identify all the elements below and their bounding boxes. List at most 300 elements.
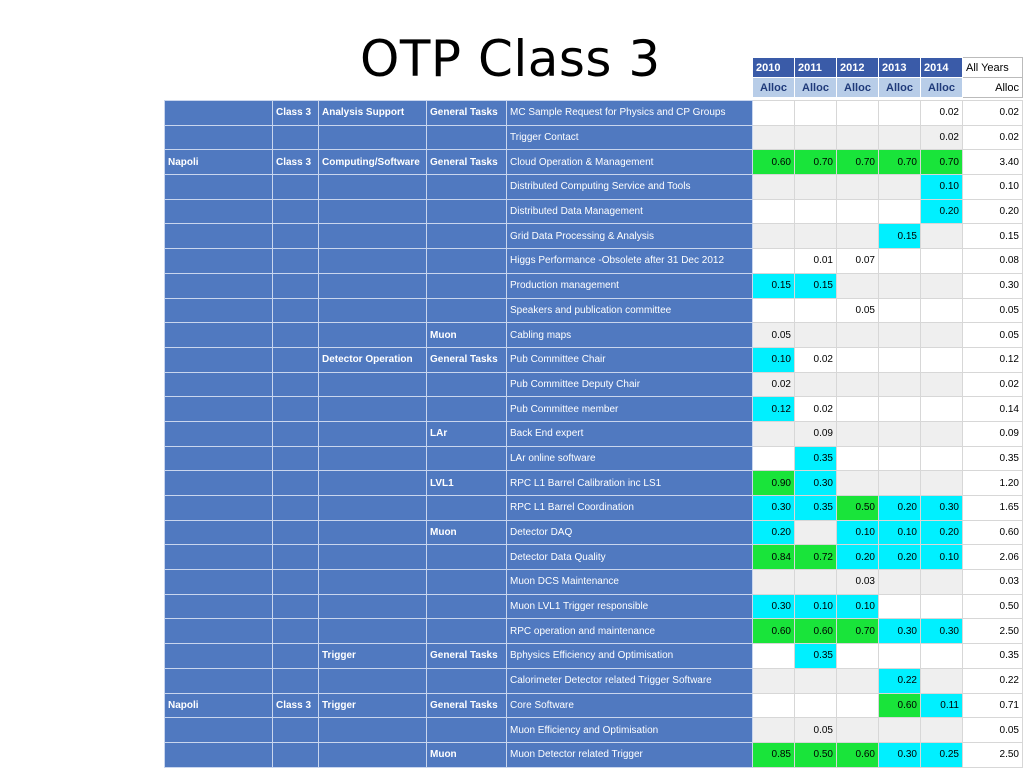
alloc-value-2010 (753, 101, 795, 126)
alloc-value-2014 (921, 397, 963, 422)
class-cell (273, 594, 319, 619)
year-2014: 2014 (921, 58, 963, 78)
year-2010: 2010 (753, 58, 795, 78)
alloc-value-2012 (837, 199, 879, 224)
alloc-value-2011 (795, 372, 837, 397)
alloc-value-2012 (837, 471, 879, 496)
activity-cell: Computing/Software (319, 150, 427, 175)
alloc-value-2012: 0.20 (837, 545, 879, 570)
alloc-total: 0.08 (963, 249, 1023, 274)
all-years-header: All Years (963, 58, 1023, 78)
alloc-value-2011: 0.15 (795, 273, 837, 298)
task-cell: Back End expert (507, 421, 753, 446)
activity-cell (319, 397, 427, 422)
alloc-value-2014 (921, 249, 963, 274)
class-cell (273, 273, 319, 298)
alloc-value-2010 (753, 570, 795, 595)
alloc-value-2014: 0.11 (921, 693, 963, 718)
alloc-value-2012: 0.03 (837, 570, 879, 595)
activity-cell: Detector Operation (319, 347, 427, 372)
class-cell (273, 125, 319, 150)
table-row (165, 199, 1023, 224)
activity-cell: Trigger (319, 644, 427, 669)
group-cell: Muon (427, 520, 507, 545)
alloc-value-2010: 0.60 (753, 619, 795, 644)
group-cell: General Tasks (427, 644, 507, 669)
alloc-value-2013: 0.60 (879, 693, 921, 718)
class-cell (273, 570, 319, 595)
group-cell (427, 372, 507, 397)
alloc-value-2014: 0.02 (921, 101, 963, 126)
alloc-value-2010: 0.20 (753, 520, 795, 545)
table-row (165, 594, 1023, 619)
class-cell (273, 298, 319, 323)
institute-cell (165, 742, 273, 767)
activity-cell (319, 446, 427, 471)
alloc-value-2012 (837, 693, 879, 718)
alloc-total: 0.71 (963, 693, 1023, 718)
table-row (165, 372, 1023, 397)
alloc-value-2012: 0.05 (837, 298, 879, 323)
institute-cell (165, 619, 273, 644)
alloc-total: 0.22 (963, 668, 1023, 693)
institute-cell (165, 323, 273, 348)
alloc-value-2012 (837, 347, 879, 372)
institute-cell (165, 101, 273, 126)
alloc-label: Alloc (795, 78, 837, 98)
task-cell: RPC L1 Barrel Calibration inc LS1 (507, 471, 753, 496)
table-row (165, 742, 1023, 767)
alloc-value-2013 (879, 446, 921, 471)
class-cell (273, 347, 319, 372)
alloc-value-2013 (879, 199, 921, 224)
group-cell: Muon (427, 323, 507, 348)
alloc-value-2014: 0.30 (921, 496, 963, 521)
alloc-value-2014 (921, 471, 963, 496)
allocation-table (164, 100, 1023, 768)
alloc-value-2011 (795, 668, 837, 693)
alloc-total: 0.14 (963, 397, 1023, 422)
year-row (753, 58, 1023, 78)
alloc-value-2014 (921, 446, 963, 471)
table-row (165, 570, 1023, 595)
institute-cell (165, 273, 273, 298)
task-cell: Calorimeter Detector related Trigger Software (507, 668, 753, 693)
alloc-value-2013 (879, 101, 921, 126)
alloc-total: 2.50 (963, 619, 1023, 644)
institute-cell (165, 298, 273, 323)
institute-cell (165, 224, 273, 249)
alloc-total: 0.02 (963, 125, 1023, 150)
group-cell (427, 496, 507, 521)
task-cell: Speakers and publication committee (507, 298, 753, 323)
task-cell: Cabling maps (507, 323, 753, 348)
group-cell (427, 249, 507, 274)
task-cell: MC Sample Request for Physics and CP Groups (507, 101, 753, 126)
alloc-total: 0.02 (963, 372, 1023, 397)
alloc-value-2012 (837, 668, 879, 693)
alloc-value-2013: 0.30 (879, 742, 921, 767)
institute-cell (165, 718, 273, 743)
alloc-value-2012: 0.07 (837, 249, 879, 274)
table-row (165, 397, 1023, 422)
table-row (165, 150, 1023, 175)
alloc-value-2012: 0.60 (837, 742, 879, 767)
alloc-value-2014 (921, 323, 963, 348)
alloc-value-2010 (753, 668, 795, 693)
alloc-value-2013 (879, 372, 921, 397)
class-cell (273, 397, 319, 422)
alloc-value-2011: 0.70 (795, 150, 837, 175)
alloc-value-2012: 0.10 (837, 520, 879, 545)
alloc-value-2013: 0.15 (879, 224, 921, 249)
alloc-label: Alloc (921, 78, 963, 98)
activity-cell (319, 421, 427, 446)
activity-cell (319, 175, 427, 200)
activity-cell (319, 249, 427, 274)
task-cell: Detector DAQ (507, 520, 753, 545)
table-row (165, 421, 1023, 446)
alloc-total-label: Alloc (963, 78, 1023, 98)
table-row (165, 125, 1023, 150)
alloc-value-2014 (921, 668, 963, 693)
alloc-value-2010 (753, 298, 795, 323)
alloc-value-2010 (753, 718, 795, 743)
class-cell (273, 471, 319, 496)
group-cell (427, 199, 507, 224)
alloc-total: 1.65 (963, 496, 1023, 521)
alloc-value-2014: 0.10 (921, 545, 963, 570)
activity-cell (319, 323, 427, 348)
alloc-value-2013 (879, 125, 921, 150)
activity-cell (319, 471, 427, 496)
alloc-value-2010 (753, 644, 795, 669)
alloc-label: Alloc (879, 78, 921, 98)
alloc-value-2014 (921, 372, 963, 397)
alloc-value-2011 (795, 224, 837, 249)
class-cell (273, 496, 319, 521)
alloc-value-2012: 0.70 (837, 150, 879, 175)
year-2011: 2011 (795, 58, 837, 78)
alloc-value-2010: 0.90 (753, 471, 795, 496)
table-row (165, 619, 1023, 644)
table-row (165, 273, 1023, 298)
institute-cell (165, 175, 273, 200)
alloc-value-2011 (795, 520, 837, 545)
alloc-value-2012 (837, 718, 879, 743)
alloc-label: Alloc (753, 78, 795, 98)
alloc-total: 0.20 (963, 199, 1023, 224)
alloc-value-2012 (837, 421, 879, 446)
alloc-value-2014 (921, 273, 963, 298)
alloc-value-2014: 0.30 (921, 619, 963, 644)
alloc-total: 0.05 (963, 718, 1023, 743)
institute-cell (165, 397, 273, 422)
alloc-total: 0.30 (963, 273, 1023, 298)
alloc-total: 0.10 (963, 175, 1023, 200)
alloc-value-2010: 0.30 (753, 496, 795, 521)
institute-cell (165, 496, 273, 521)
alloc-value-2010: 0.10 (753, 347, 795, 372)
alloc-value-2011: 0.05 (795, 718, 837, 743)
institute-cell (165, 249, 273, 274)
group-cell (427, 298, 507, 323)
alloc-value-2013 (879, 175, 921, 200)
alloc-value-2014: 0.70 (921, 150, 963, 175)
alloc-value-2012 (837, 644, 879, 669)
alloc-value-2011: 0.60 (795, 619, 837, 644)
table-body (165, 101, 1023, 768)
alloc-value-2012 (837, 101, 879, 126)
alloc-value-2010: 0.02 (753, 372, 795, 397)
task-cell: RPC L1 Barrel Coordination (507, 496, 753, 521)
alloc-value-2010 (753, 421, 795, 446)
alloc-value-2013 (879, 718, 921, 743)
group-cell (427, 397, 507, 422)
alloc-value-2010: 0.15 (753, 273, 795, 298)
alloc-total: 2.50 (963, 742, 1023, 767)
alloc-value-2013 (879, 323, 921, 348)
alloc-value-2013 (879, 644, 921, 669)
institute-cell (165, 372, 273, 397)
activity-cell (319, 199, 427, 224)
activity-cell: Trigger (319, 693, 427, 718)
institute-cell: Napoli (165, 150, 273, 175)
alloc-value-2012 (837, 372, 879, 397)
class-cell (273, 372, 319, 397)
activity-cell (319, 742, 427, 767)
alloc-value-2010: 0.12 (753, 397, 795, 422)
alloc-value-2013 (879, 421, 921, 446)
alloc-value-2014: 0.25 (921, 742, 963, 767)
alloc-value-2012 (837, 273, 879, 298)
alloc-value-2012 (837, 397, 879, 422)
alloc-value-2011: 0.10 (795, 594, 837, 619)
alloc-value-2014 (921, 298, 963, 323)
institute-cell: Napoli (165, 693, 273, 718)
group-cell: General Tasks (427, 150, 507, 175)
alloc-value-2011: 0.09 (795, 421, 837, 446)
alloc-value-2014: 0.10 (921, 175, 963, 200)
group-cell (427, 594, 507, 619)
activity-cell (319, 545, 427, 570)
alloc-value-2014 (921, 594, 963, 619)
activity-cell (319, 125, 427, 150)
activity-cell (319, 273, 427, 298)
task-cell: Pub Committee Chair (507, 347, 753, 372)
alloc-value-2013 (879, 298, 921, 323)
task-cell: Muon LVL1 Trigger responsible (507, 594, 753, 619)
class-cell (273, 718, 319, 743)
alloc-value-2012: 0.50 (837, 496, 879, 521)
alloc-value-2011: 0.35 (795, 496, 837, 521)
group-cell: General Tasks (427, 101, 507, 126)
alloc-value-2011: 0.50 (795, 742, 837, 767)
year-2013: 2013 (879, 58, 921, 78)
table-row (165, 446, 1023, 471)
alloc-value-2010 (753, 249, 795, 274)
alloc-value-2011 (795, 570, 837, 595)
alloc-value-2013 (879, 397, 921, 422)
class-cell (273, 619, 319, 644)
alloc-value-2012 (837, 446, 879, 471)
task-cell: Pub Committee Deputy Chair (507, 372, 753, 397)
alloc-value-2014: 0.02 (921, 125, 963, 150)
institute-cell (165, 668, 273, 693)
table-row (165, 224, 1023, 249)
institute-cell (165, 446, 273, 471)
group-cell (427, 125, 507, 150)
class-cell (273, 668, 319, 693)
activity-cell (319, 224, 427, 249)
alloc-value-2014 (921, 718, 963, 743)
class-cell (273, 520, 319, 545)
alloc-value-2011: 0.72 (795, 545, 837, 570)
alloc-value-2014 (921, 347, 963, 372)
class-cell (273, 446, 319, 471)
activity-cell (319, 496, 427, 521)
class-cell (273, 249, 319, 274)
task-cell: Higgs Performance -Obsolete after 31 Dec 2012 (507, 249, 753, 274)
alloc-value-2012 (837, 175, 879, 200)
task-cell: Distributed Computing Service and Tools (507, 175, 753, 200)
group-cell: General Tasks (427, 347, 507, 372)
table-row (165, 496, 1023, 521)
alloc-value-2014: 0.20 (921, 199, 963, 224)
alloc-row (753, 78, 1023, 98)
table-row (165, 520, 1023, 545)
alloc-value-2013 (879, 471, 921, 496)
alloc-value-2012 (837, 323, 879, 348)
group-cell: General Tasks (427, 693, 507, 718)
alloc-value-2010: 0.05 (753, 323, 795, 348)
task-cell: LAr online software (507, 446, 753, 471)
table-row (165, 693, 1023, 718)
alloc-value-2010 (753, 224, 795, 249)
table-row (165, 718, 1023, 743)
alloc-total: 0.35 (963, 446, 1023, 471)
alloc-total: 0.05 (963, 323, 1023, 348)
class-cell: Class 3 (273, 150, 319, 175)
alloc-value-2014 (921, 421, 963, 446)
alloc-value-2011 (795, 693, 837, 718)
alloc-total: 0.15 (963, 224, 1023, 249)
alloc-value-2013: 0.20 (879, 496, 921, 521)
institute-cell (165, 520, 273, 545)
group-cell (427, 224, 507, 249)
alloc-value-2010: 0.84 (753, 545, 795, 570)
table-row (165, 347, 1023, 372)
year-2012: 2012 (837, 58, 879, 78)
alloc-total: 0.09 (963, 421, 1023, 446)
alloc-value-2011 (795, 199, 837, 224)
group-cell (427, 570, 507, 595)
alloc-value-2011: 0.02 (795, 397, 837, 422)
task-cell: Grid Data Processing & Analysis (507, 224, 753, 249)
class-cell: Class 3 (273, 101, 319, 126)
alloc-value-2010: 0.30 (753, 594, 795, 619)
alloc-value-2010 (753, 693, 795, 718)
alloc-total: 0.50 (963, 594, 1023, 619)
institute-cell (165, 421, 273, 446)
task-cell: Distributed Data Management (507, 199, 753, 224)
alloc-value-2014: 0.20 (921, 520, 963, 545)
group-cell (427, 718, 507, 743)
alloc-value-2010 (753, 199, 795, 224)
task-cell: Muon Detector related Trigger (507, 742, 753, 767)
alloc-value-2013 (879, 249, 921, 274)
alloc-value-2013: 0.20 (879, 545, 921, 570)
alloc-value-2011: 0.35 (795, 446, 837, 471)
alloc-value-2011: 0.01 (795, 249, 837, 274)
activity-cell (319, 520, 427, 545)
group-cell (427, 545, 507, 570)
alloc-value-2011 (795, 101, 837, 126)
task-cell: RPC operation and maintenance (507, 619, 753, 644)
institute-cell (165, 570, 273, 595)
alloc-total: 2.06 (963, 545, 1023, 570)
table-row (165, 545, 1023, 570)
alloc-value-2013: 0.70 (879, 150, 921, 175)
alloc-value-2010 (753, 175, 795, 200)
class-cell (273, 224, 319, 249)
activity-cell (319, 619, 427, 644)
alloc-value-2013: 0.10 (879, 520, 921, 545)
institute-cell (165, 347, 273, 372)
table-row (165, 644, 1023, 669)
institute-cell (165, 545, 273, 570)
alloc-label: Alloc (837, 78, 879, 98)
alloc-value-2013 (879, 570, 921, 595)
table-row (165, 298, 1023, 323)
class-cell (273, 323, 319, 348)
table-row (165, 249, 1023, 274)
alloc-total: 3.40 (963, 150, 1023, 175)
alloc-total: 0.12 (963, 347, 1023, 372)
page-title: OTP Class 3 (360, 30, 661, 88)
alloc-value-2013: 0.30 (879, 619, 921, 644)
group-cell (427, 175, 507, 200)
alloc-total: 1.20 (963, 471, 1023, 496)
group-cell: Muon (427, 742, 507, 767)
activity-cell (319, 298, 427, 323)
class-cell: Class 3 (273, 693, 319, 718)
alloc-total: 0.03 (963, 570, 1023, 595)
group-cell (427, 619, 507, 644)
class-cell (273, 545, 319, 570)
alloc-value-2010 (753, 125, 795, 150)
activity-cell (319, 594, 427, 619)
group-cell (427, 668, 507, 693)
alloc-value-2013 (879, 347, 921, 372)
alloc-value-2010: 0.60 (753, 150, 795, 175)
group-cell: LVL1 (427, 471, 507, 496)
institute-cell (165, 644, 273, 669)
institute-cell (165, 125, 273, 150)
alloc-total: 0.60 (963, 520, 1023, 545)
table-row (165, 471, 1023, 496)
class-cell (273, 742, 319, 767)
group-cell (427, 446, 507, 471)
alloc-value-2013 (879, 273, 921, 298)
task-cell: Core Software (507, 693, 753, 718)
class-cell (273, 421, 319, 446)
alloc-value-2013 (879, 594, 921, 619)
table-row (165, 101, 1023, 126)
alloc-total: 0.02 (963, 101, 1023, 126)
alloc-value-2011: 0.35 (795, 644, 837, 669)
alloc-value-2011 (795, 175, 837, 200)
